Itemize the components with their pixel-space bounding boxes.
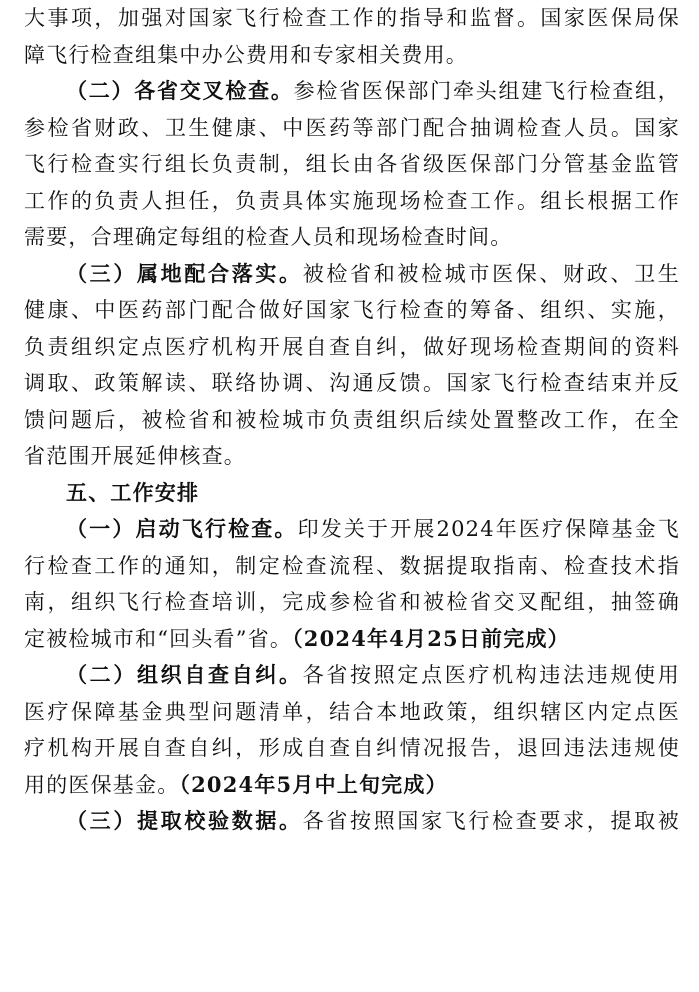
text-run: 被检省和被检城市医保、财政、卫生	[302, 261, 680, 286]
text-line: 省范围开展延伸核查。	[24, 444, 246, 468]
section-heading: 五、工作安排	[66, 480, 200, 505]
text-line: 行检查工作的通知，制定检查流程、数据提取指南、检查技术指	[24, 553, 680, 578]
text-run: 各省按照定点医疗机构违法违规使用	[302, 663, 680, 687]
text-line: 馈问题后，被检省和被检城市负责组织后续处置整改工作，在全	[24, 407, 680, 432]
text-run: 参检省医保部门牵头组建飞行检查组，	[293, 79, 680, 103]
text-line: 大事项，加强对国家飞行检查工作的指导和监督。国家医保局保	[24, 6, 680, 30]
paragraph-cross-check	[24, 73, 680, 110]
text-line: 医疗保障基金典型问题清单，结合本地政策，组织辖区内定点医	[24, 699, 680, 724]
text-run: 印发关于开展2024年医疗保障基金飞	[297, 517, 680, 541]
text-line: 南，组织飞行检查培训，完成参检省和被检省交叉配组，抽签确	[24, 590, 680, 614]
text-line: 调取、政策解读、联络协调、沟通反馈。国家飞行检查结束并反	[24, 371, 680, 395]
deadline-note: （2024年4月25日前完成）	[292, 625, 570, 651]
text-run: 用的医保基金。	[24, 772, 180, 797]
text-line: 参检省财政、卫生健康、中医药等部门配合抽调检查人员。国家	[24, 115, 680, 140]
text-line-with-deadline	[24, 767, 680, 804]
paragraph-self-inspection	[24, 657, 680, 694]
text-line: 负责组织定点医疗机构开展自查自纠，做好现场检查期间的资料	[24, 334, 680, 359]
text-run: 定被检城市和“回头看”省。	[24, 626, 293, 651]
text-line-with-deadline	[24, 621, 680, 658]
subheading-data-extraction: （三）提取校验数据。	[66, 808, 303, 833]
document-page	[24, 0, 680, 840]
text-line: 障飞行检查组集中办公费用和专家相关费用。	[24, 42, 468, 67]
text-line: 飞行检查实行组长负责制，组长由各省级医保部门分管基金监管	[24, 152, 680, 176]
paragraph-local-cooperation	[24, 256, 680, 293]
paragraph-data-extraction	[24, 803, 680, 840]
text-line: 工作的负责人担任，负责具体实施现场检查工作。组长根据工作	[24, 188, 680, 213]
text-run: 各省按照国家飞行检查要求，提取被	[302, 809, 680, 833]
subheading-self-inspection: （二）组织自查自纠。	[66, 662, 303, 687]
subheading-local-cooperation: （三）属地配合落实。	[66, 260, 303, 286]
subheading-launch-inspection: （一）启动飞行检查。	[66, 516, 298, 541]
deadline-note: （2024年5月中上旬完成）	[179, 771, 448, 797]
subheading-cross-check: （二）各省交叉检查。	[66, 78, 294, 103]
text-line: 健康、中医药部门配合做好国家飞行检查的筹备、组织、实施，	[24, 298, 680, 322]
paragraph-launch-inspection	[24, 511, 680, 548]
text-line: 疗机构开展自查自纠，形成自查自纠情况报告，退回违法违规使	[24, 736, 680, 760]
text-line: 需要，合理确定每组的检查人员和现场检查时间。	[24, 225, 513, 249]
